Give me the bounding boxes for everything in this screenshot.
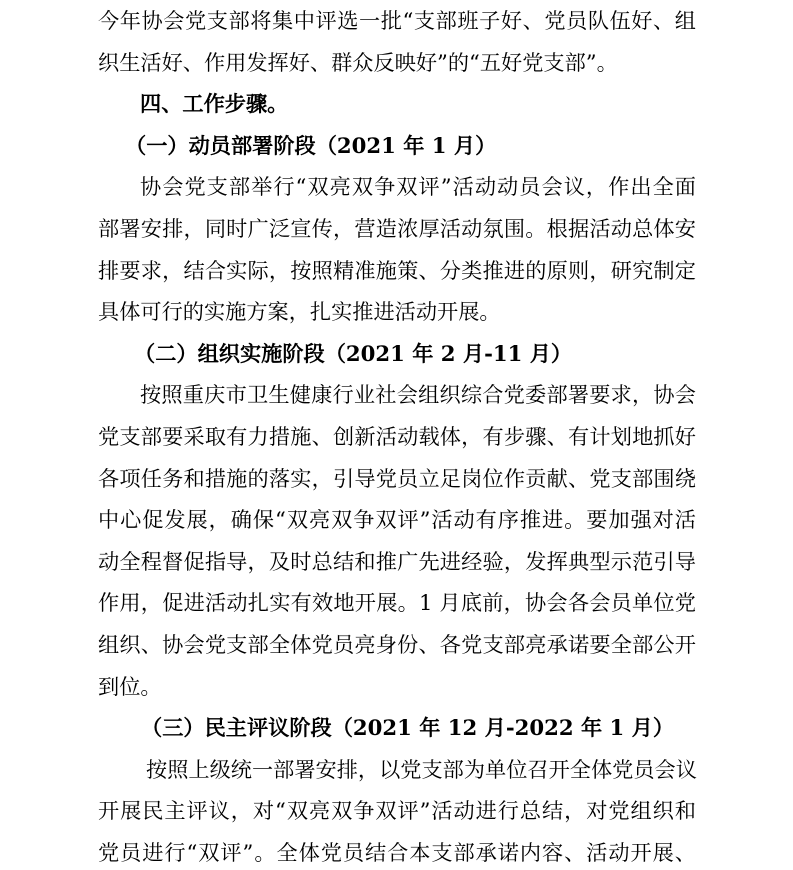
- paragraph-line: 各项任务和措施的落实，引导党员立足岗位作贡献、党支部围绕: [98, 465, 696, 491]
- paragraph: [98, 374, 696, 707]
- paragraph-line: 到位。: [98, 673, 162, 699]
- stage-section-evaluation: [98, 707, 696, 870]
- paragraph-line: 作用，促进活动扎实有效地开展。1 月底前，协会各会员单位党: [98, 590, 696, 616]
- paragraph-line: 部署安排，同时广泛宣传，营造浓厚活动氛围。根据活动总体安: [98, 215, 696, 241]
- paragraph-line: 今年协会党支部将集中评选一批“支部班子好、党员队伍好、组: [98, 8, 696, 33]
- section-heading: 四、工作步骤。: [140, 91, 289, 117]
- paragraph: [98, 166, 696, 332]
- paragraph-line: 开展民主评议，对“双亮双争双评”活动进行总结，对党组织和: [98, 798, 696, 824]
- document-page: [98, 0, 696, 870]
- paragraph-line: 按照上级统一部署安排，以党支部为单位召开全体党员会议: [146, 756, 697, 782]
- stage-heading: （二）组织实施阶段（2021 年 2 月-11 月）: [134, 340, 573, 366]
- paragraph-line: 动全程督促指导，及时总结和推广先进经验，发挥典型示范引导: [98, 548, 696, 574]
- stage-section-mobilization: [98, 125, 696, 333]
- paragraph-line: 中心促发展，确保“双亮双争双评”活动有序推进。要加强对活: [98, 507, 696, 533]
- paragraph-line: 具体可行的实施方案，扎实推进活动开展。: [98, 299, 501, 325]
- paragraph-line: 按照重庆市卫生健康行业社会组织综合党委部署要求，协会: [140, 382, 696, 408]
- stage-heading: （一）动员部署阶段（2021 年 1 月）: [125, 132, 497, 158]
- paragraph-line: 组织、协会党支部全体党员亮身份、各党支部亮承诺要全部公开: [98, 631, 696, 657]
- paragraph-line: 党支部要采取有力措施、创新活动载体，有步骤、有计划地抓好: [98, 423, 696, 449]
- paragraph: [98, 749, 696, 870]
- paragraph-line: 织生活好、作用发挥好、群众反映好”的“五好党支部”。: [98, 49, 618, 75]
- paragraph: [98, 0, 696, 83]
- paragraph-line: 党员进行“双评”。全体党员结合本支部承诺内容、活动开展、: [98, 839, 696, 865]
- stage-heading: （三）民主评议阶段（2021 年 12 月-2022 年 1 月）: [141, 715, 675, 741]
- stage-section-implementation: [98, 333, 696, 707]
- paragraph-line: 排要求，结合实际，按照精准施策、分类推进的原则，研究制定: [98, 257, 696, 283]
- paragraph-line: 协会党支部举行“双亮双争双评”活动动员会议，作出全面: [140, 174, 696, 200]
